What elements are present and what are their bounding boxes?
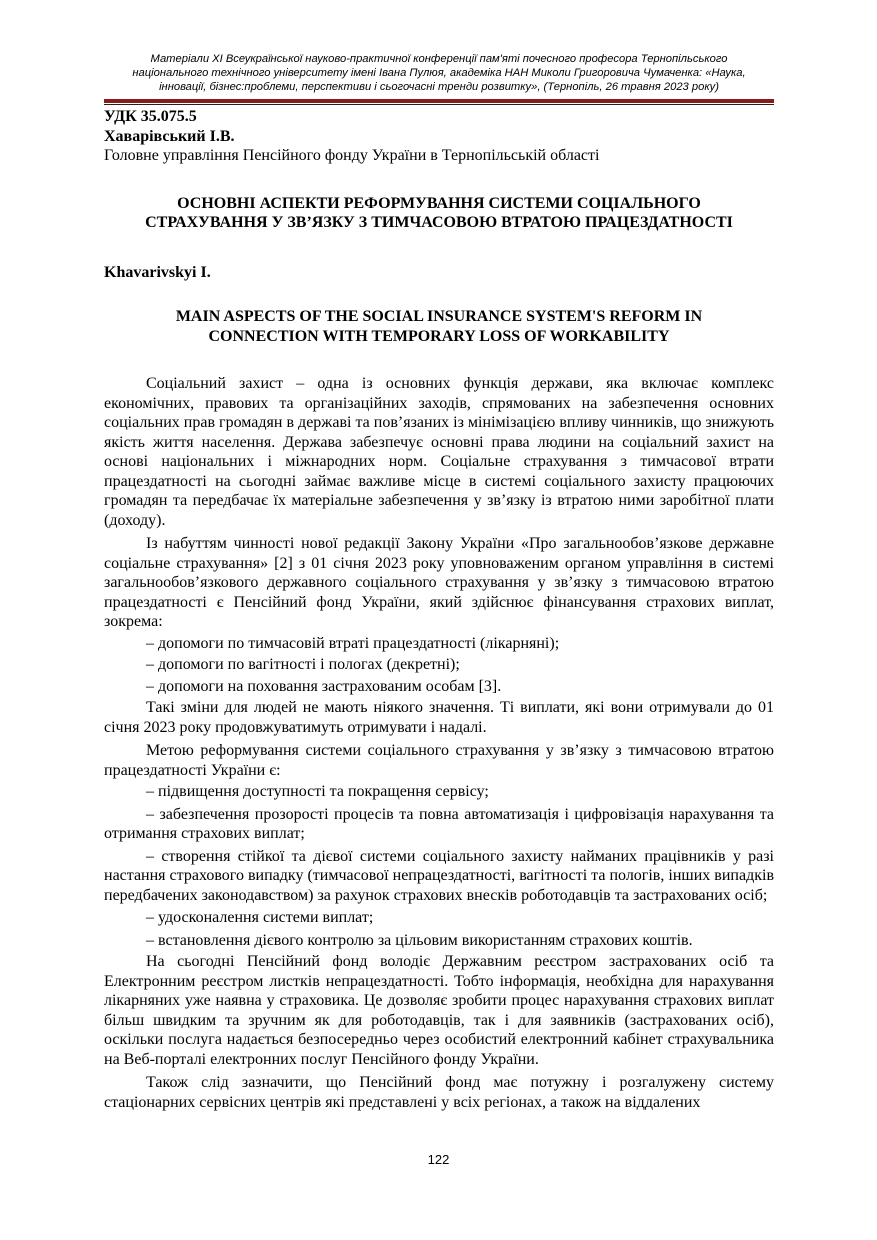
body-paragraph: Соціальний захист – одна із основних функція держави, яка включає комплекс економічних, правових та організаційних заходів, спрямованих на забезпечення основних соціальних прав громадян в державі та пов’язаних із мінімізацією впливу чинників, що знижують якість життя населення. Держава забезпечує основні права людини на соціальний захист на основі національних і міжнародних норм. Соціальне страхування з тимчасової втрати працездатності на сьогодні займає важливе місце в системі соціального захисту працюючих громадян та передбачає їх матеріальне забезпечення у зв’язку із втратою ними заробітної плати (доходу). (104, 375, 774, 529)
list-item: – допомоги по вагітності і пологах (декретні); (146, 656, 460, 673)
page-number: 122 (427, 1152, 450, 1167)
list-item: – забезпечення прозорості процесів та повна автоматизація і цифровізація нарахування та отримання страхових виплат; (104, 805, 774, 842)
body-paragraph: На сьогодні Пенсійний фонд володіє Державним реєстром застрахованих осіб та Електронним реєстром листків непрацездатності. Тобто інформація, необхідна для нарахування лікарняних уже наявна у страховика. Це дозволяє зробити процес нарахування страхових виплат більш швидким та зручним як для роботодавців, так і для заявників (застрахованих осіб), оскільки послуга надається безпосередньо через особистий електронний кабінет страхувальника на Веб-порталі електронних послуг Пенсійного фонду України. (104, 953, 774, 1068)
running-header-line: інновації, бізнес:проблеми, перспективи і сьогочасні тренди розвитку», (Тернопіль, 26 травня 2023 року) (159, 81, 719, 93)
body-paragraph: Метою реформування системи соціального страхування у зв’язку з тимчасовою втратою працездатності України є: (104, 742, 774, 779)
article-content (104, 107, 774, 1112)
list-item: – встановлення дієвого контролю за цільовим використанням страхових коштів. (146, 931, 693, 949)
article-title-en-line: MAIN ASPECTS OF THE SOCIAL INSURANCE SYSTEM'S REFORM IN (175, 308, 703, 325)
list-item: – створення стійкої та дієвої системи соціального захисту найманих працівників у разі настання страхового випадку (тимчасової непрацездатності, вагітності та пологів, інших випадків передбачених законодавством) за рахунок страхових внесків роботодавців та застрахованих осіб; (104, 847, 774, 904)
running-header-line: Матеріали XI Всеукраїнської науково-практичної конференції пам'яті почесного професора Тернопільського (150, 53, 728, 65)
udc-code: УДК 35.075.5 (104, 108, 197, 125)
header-rule-thin (104, 104, 774, 105)
list-item: – удосконалення системи виплат; (146, 909, 374, 926)
benefits-list (104, 634, 774, 697)
list-item: – підвищення доступності та покращення сервісу; (146, 783, 489, 800)
author-en: Khavarivskyi I. (104, 263, 211, 281)
article-title-en (104, 307, 774, 346)
running-header-line: національного технічного університету імені Івана Пулюя, академіка НАН Миколи Григоровича Чумаченка: «Наука, (132, 67, 746, 79)
reform-goals-list (104, 782, 774, 950)
body-paragraph: Такі зміни для людей не мають ніякого значення. Ті виплати, які вони отримували до 01 січня 2023 року продовжуватимуть отримувати і надалі. (104, 699, 774, 736)
header-rule (104, 99, 774, 103)
body-paragraph: Також слід зазначити, що Пенсійний фонд має потужну і розгалужену систему стаціонарних сервісних центрів які представлені у всіх регіонах, а також на віддалених (104, 1074, 774, 1111)
affiliation: Головне управління Пенсійного фонду України в Тернопільській області (104, 147, 600, 164)
article-title-ua: ОСНОВНІ АСПЕКТИ РЕФОРМУВАННЯ СИСТЕМИ СОЦІАЛЬНОГО СТРАХУВАННЯ У ЗВ’ЯЗКУ З ТИМЧАСОВОЮ ВТРАТОЮ ПРАЦЕЗДАТНОСТІ (145, 194, 733, 231)
article-title-en-line: CONNECTION WITH TEMPORARY LOSS OF WORKABILITY (208, 327, 670, 345)
list-item: – допомоги по тимчасовій втраті працездатності (лікарняні); (146, 634, 560, 652)
body-paragraph: Із набуттям чинності нової редакції Закону України «Про загальнообов’язкове державне соціальне страхування» [2] з 01 січня 2023 року уповноваженим органом управління в системі загальнообов’язкового державного соціального страхування у зв’язку з тимчасовою втратою працездатності є Пенсійний фонд України, який здійснює фінансування страхових виплат, зокрема: (104, 535, 774, 630)
author-ua: Хаварівський І.В. (104, 127, 235, 145)
running-header (104, 52, 774, 94)
list-item: – допомоги на поховання застрахованим особам [3]. (146, 677, 502, 695)
